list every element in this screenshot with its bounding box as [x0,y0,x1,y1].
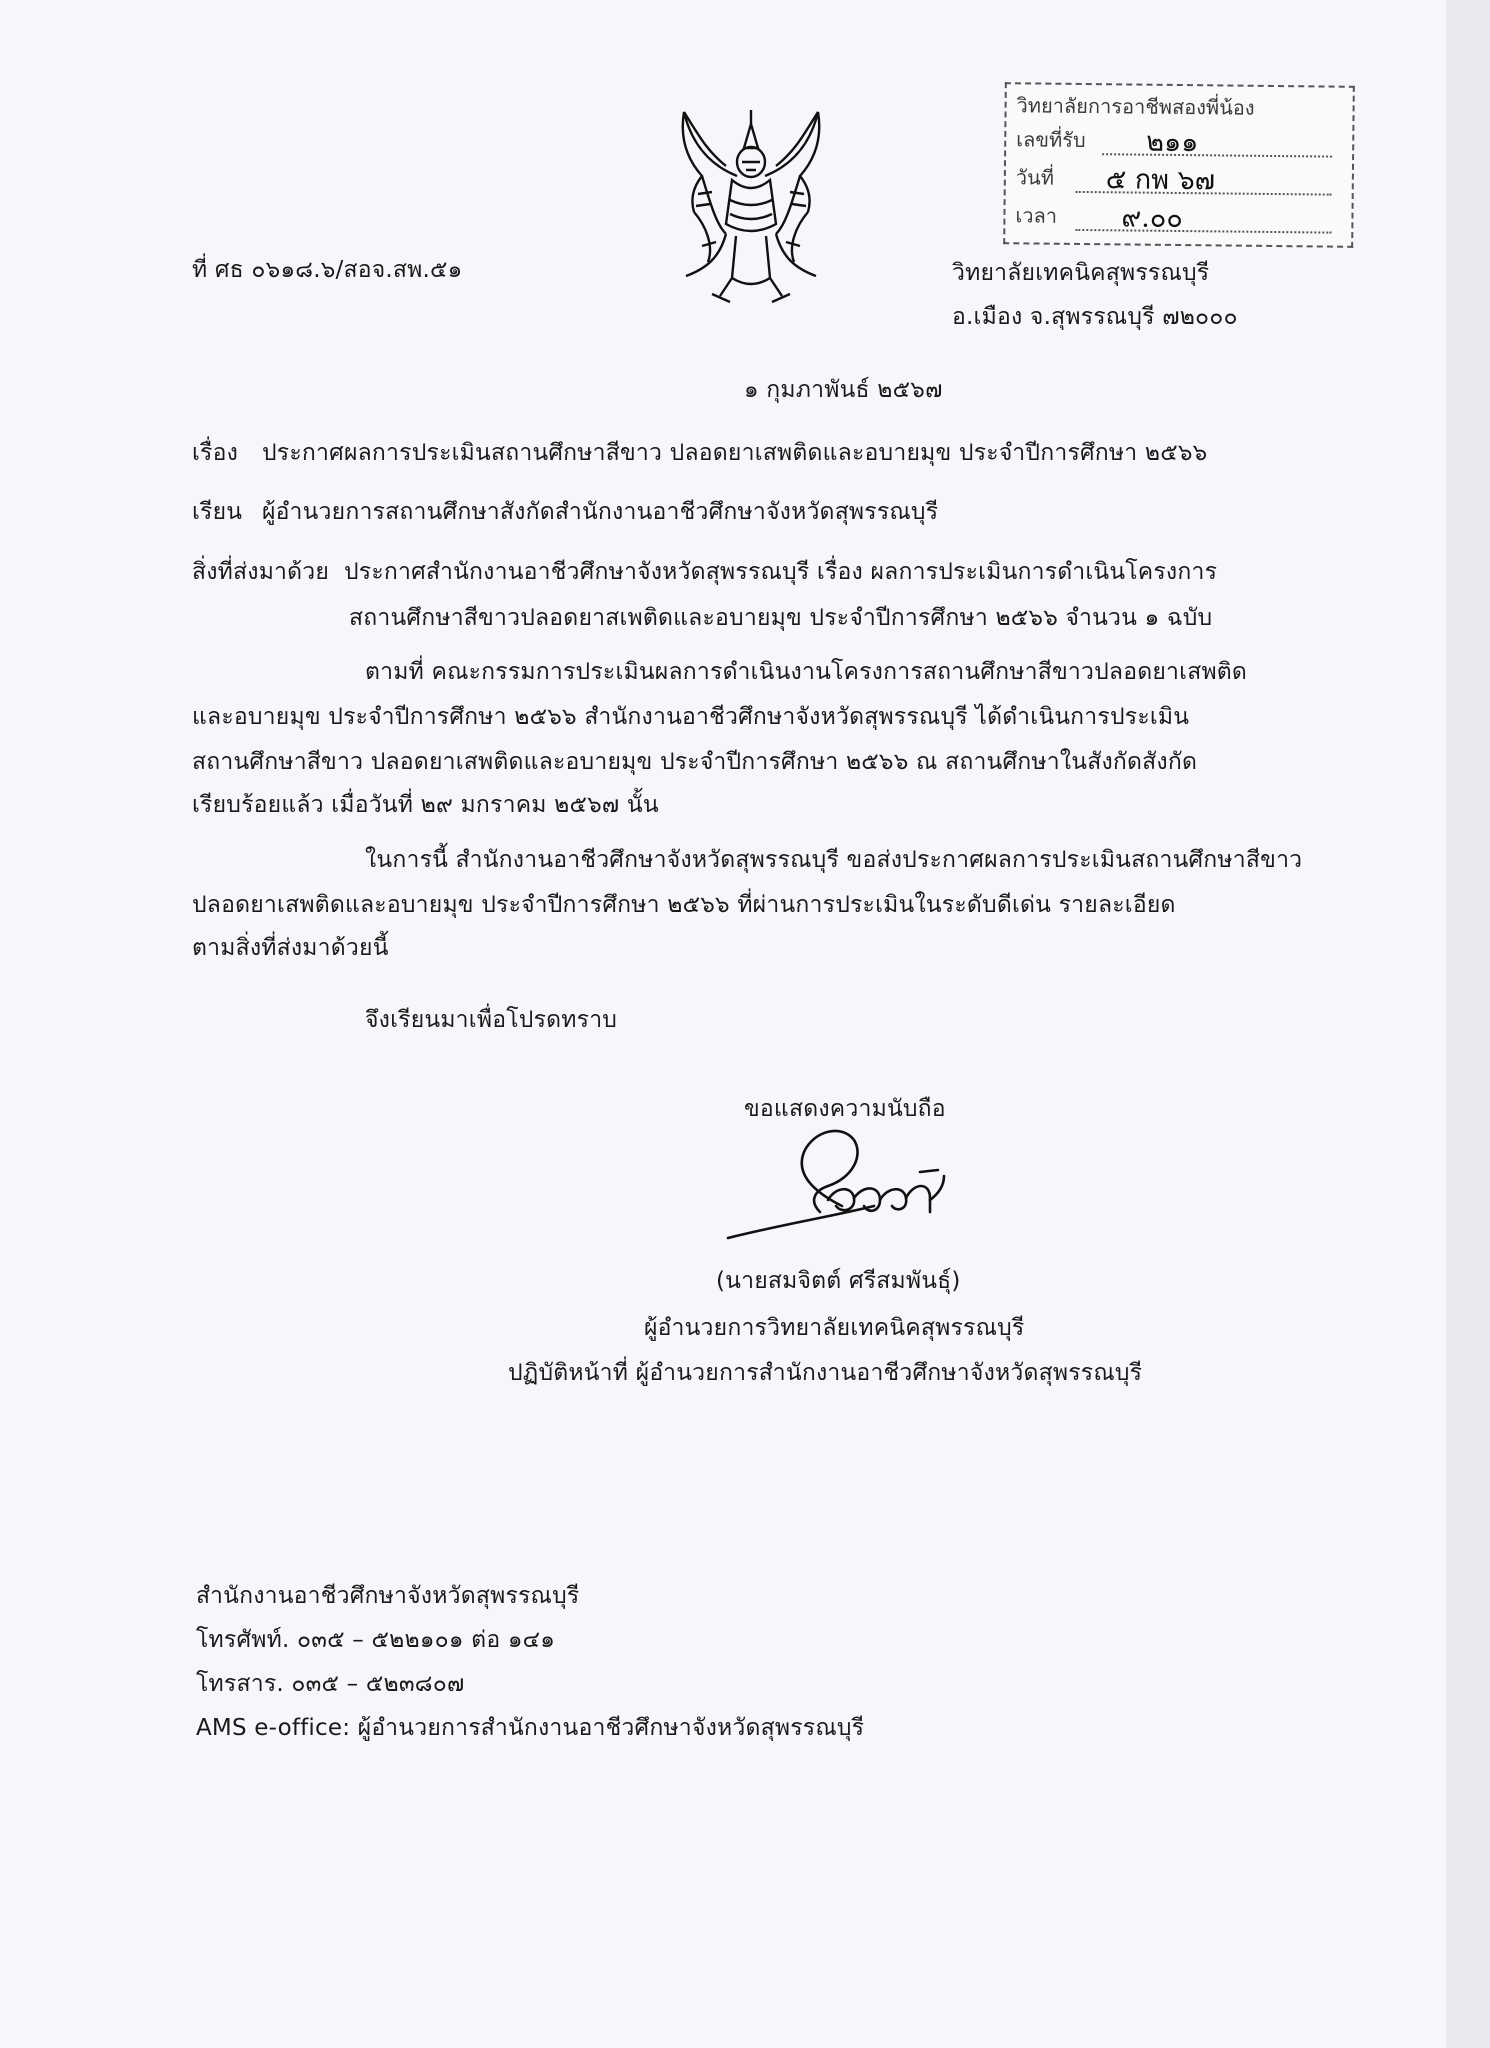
footer-phone: โทรศัพท์. ๐๓๕ – ๕๒๒๑๐๑ ต่อ ๑๔๑ [196,1627,556,1653]
body-paragraph-1-line: สถานศึกษาสีขาว ปลอดยาเสพติดและอบายมุข ประจำปีการศึกษา ๒๕๖๖ ณ สถานศึกษาในสังกัดสังกัด [192,749,1198,775]
signer-title-1: ผู้อำนวยการวิทยาลัยเทคนิคสุพรรณบุรี [644,1315,1025,1341]
document-number: ที่ ศธ ๐๖๑๘.๖/สอจ.สพ.๕๑ [192,257,463,283]
sender-address: อ.เมือง จ.สุพรรณบุรี ๗๒๐๐๐ [952,304,1238,330]
signer-title-2: ปฏิบัติหน้าที่ ผู้อำนวยการสำนักงานอาชีวศึกษาจังหวัดสุพรรณบุรี [508,1360,1143,1386]
stamp-recv-value: ๒๑๑ [1146,126,1199,159]
to-label: เรียน [192,499,243,525]
garuda-emblem-icon [672,106,830,306]
stamp-date-label: วันที่ [1015,165,1055,190]
sender-name: วิทยาลัยเทคนิคสุพรรณบุรี [952,260,1210,286]
signer-name: (นายสมจิตต์ ศรีสมพันธุ์) [716,1268,961,1294]
enclosure-label: สิ่งที่ส่งมาด้วย [192,559,330,585]
closing-request: จึงเรียนมาเพื่อโปรดทราบ [365,1007,618,1033]
to-text: ผู้อำนวยการสถานศึกษาสังกัดสำนักงานอาชีวศึกษาจังหวัดสุพรรณบุรี [262,499,939,525]
body-paragraph-2-line: ปลอดยาเสพติดและอบายมุข ประจำปีการศึกษา ๒๕๖๖ ที่ผ่านการประเมินในระดับดีเด่น รายละเอียด [192,892,1176,918]
enclosure-line-1: ประกาศสำนักงานอาชีวศึกษาจังหวัดสุพรรณบุรี เรื่อง ผลการประเมินการดำเนินโครงการ [344,559,1218,585]
stamp-recv-label: เลขที่รับ [1016,127,1086,153]
stamp-time-value: ๙.๐๐ [1121,202,1183,235]
body-paragraph-1-line: ตามที่ คณะกรรมการประเมินผลการดำเนินงานโครงการสถานศึกษาสีขาวปลอดยาเสพติด [365,659,1248,685]
stamp-date-value: ๕ กพ ๖๗ [1105,164,1216,197]
subject-label: เรื่อง [192,440,239,466]
receipt-stamp [1003,82,1355,248]
stamp-time-label: เวลา [1015,203,1058,228]
stamp-dotted-line [1075,229,1331,234]
footer-office: สำนักงานอาชีวศึกษาจังหวัดสุพรรณบุรี [196,1583,580,1609]
body-paragraph-2-line: ตามสิ่งที่ส่งมาด้วยนี้ [192,935,389,961]
footer-fax: โทรสาร. ๐๓๕ – ๕๒๓๘๐๗ [196,1671,465,1697]
footer-eoffice: AMS e-office: ผู้อำนวยการสำนักงานอาชีวศึกษาจังหวัดสุพรรณบุรี [196,1715,865,1741]
letter-date: ๑ กุมภาพันธ์ ๒๕๖๗ [744,377,943,403]
subject-text: ประกาศผลการประเมินสถานศึกษาสีขาว ปลอดยาเสพติดและอบายมุข ประจำปีการศึกษา ๒๕๖๖ [262,440,1208,466]
body-paragraph-1-line: และอบายมุข ประจำปีการศึกษา ๒๕๖๖ สำนักงานอาชีวศึกษาจังหวัดสุพรรณบุรี ได้ดำเนินการประเมิน [192,704,1190,730]
body-paragraph-1-line: เรียบร้อยแล้ว เมื่อวันที่ ๒๙ มกราคม ๒๕๖๗ นั้น [192,792,659,818]
handwritten-signature [724,1120,974,1245]
closing-salutation: ขอแสดงความนับถือ [744,1096,946,1122]
stamp-org: วิทยาลัยการอาชีพสองพี่น้อง [1016,93,1255,120]
scan-edge [1446,0,1490,2048]
enclosure-line-2: สถานศึกษาสีขาวปลอดยาสเพติดและอบายมุข ประจำปีการศึกษา ๒๕๖๖ จำนวน ๑ ฉบับ [349,605,1213,631]
body-paragraph-2-line: ในการนี้ สำนักงานอาชีวศึกษาจังหวัดสุพรรณบุรี ขอส่งประกาศผลการประเมินสถานศึกษาสีขาว [365,847,1303,873]
